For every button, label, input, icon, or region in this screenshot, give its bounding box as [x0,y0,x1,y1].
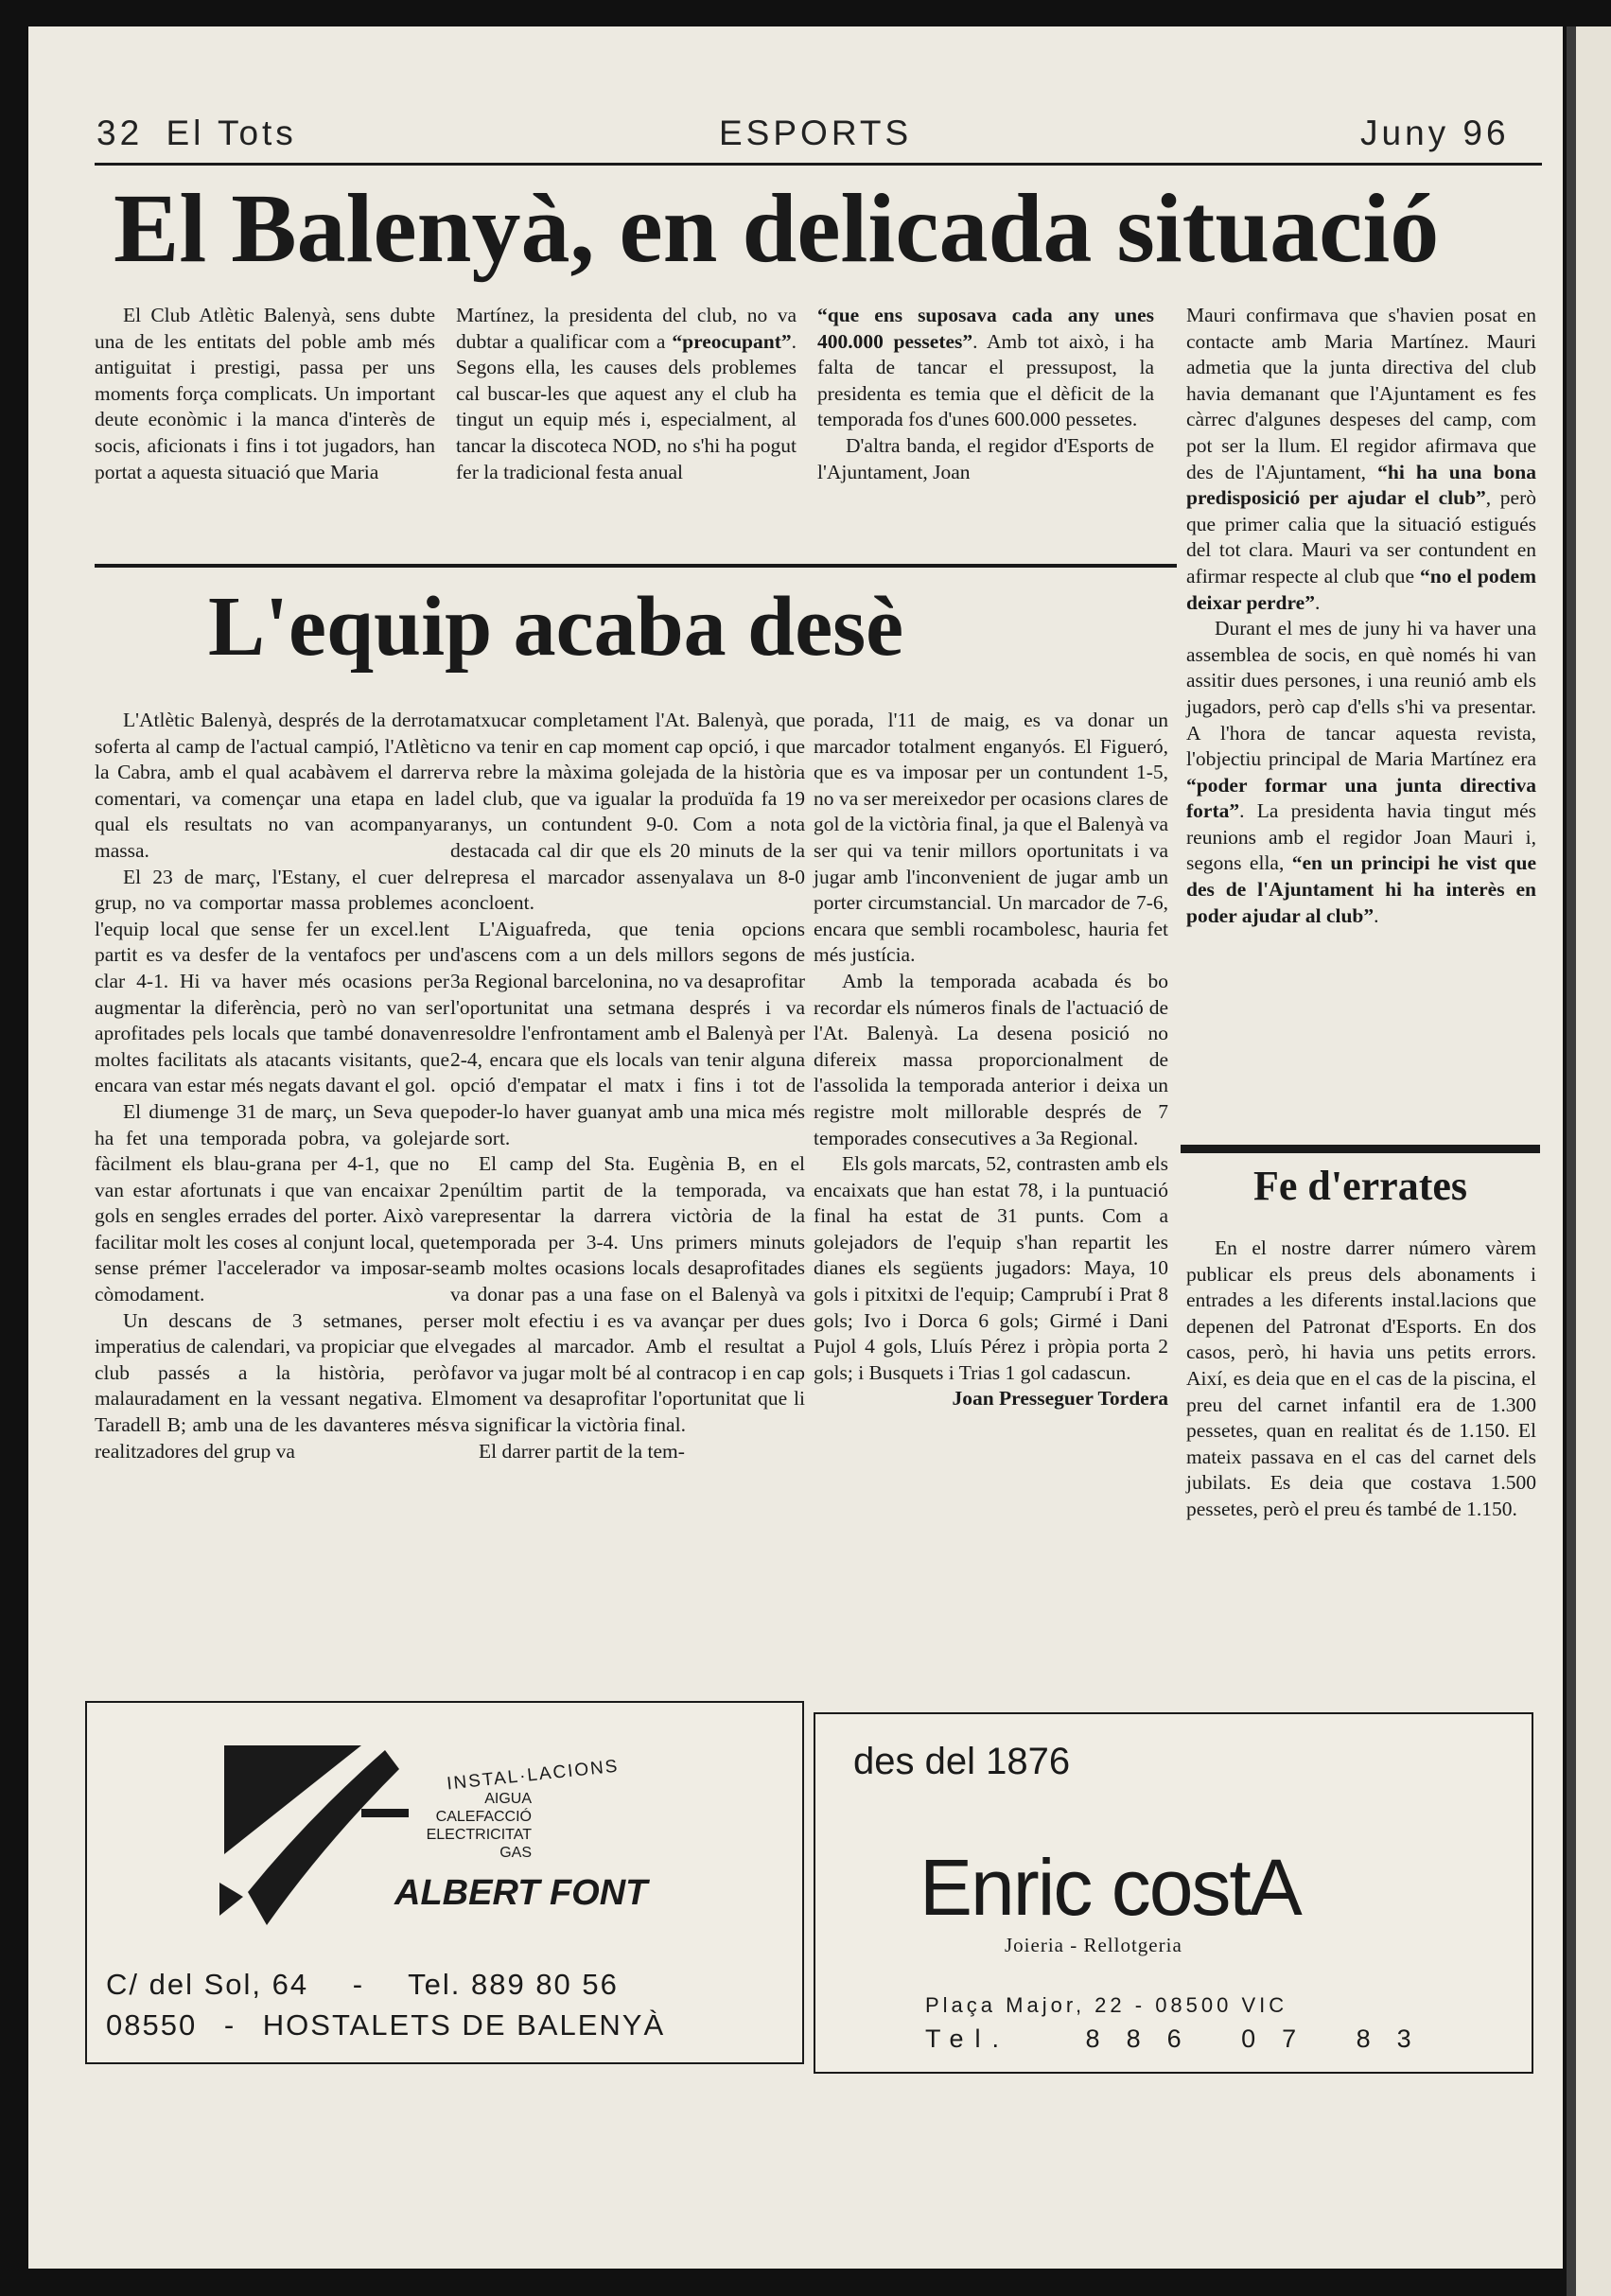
separator: - [223,2008,236,2042]
article1-column-1 [95,303,435,485]
errata-title: Fe d'errates [1253,1163,1467,1209]
ad-subtitle: Joieria - Rellotgeria [1005,1934,1182,1956]
errata-column [1186,1236,1536,1523]
paragraph: Un descans de 3 setmanes, per imperatius de calendari, va propiciar que el club passés a la història, però malauradament en la vessant negativa. El Taradell B; amb una de les davanteres més realitzadores del grup va [95,1308,449,1463]
paragraph: Durant el mes de juny hi va haver una assemblea de socis, en què només hi van assitir dues persones, i una reunió amb els jugadors, però cap d'ells s'hi va presentar. A l'hora de tancar aquesta revista, l'objectiu principal de Maria Martínez era “poder formar una junta directiva forta”. La presidenta havia tingut més reunions amb el regidor Joan Mauri i, segons ella, “en un principi he vist que des de l'Ajuntament hi ha interès en poder ajudar al club”. [1186,617,1537,927]
ad-tagline: INSTAL·LACIONS [446,1756,621,1795]
article-subtitle: L'equip acaba desè [208,580,904,674]
service-item: GAS [499,1845,532,1861]
adjacent-page-edge [1567,26,1611,2296]
paragraph: L'Atlètic Balenyà, després de la derrota soferta al camp de l'actual campió, l'Atlètic la Cabra, amb el qual acabàvem el darrer comentari, va començar una etapa en la qual els resultats no van acompanyar massa. [95,709,449,862]
albert-font-logo-icon [219,1741,409,1935]
ad-brand: Enric costA [919,1843,1301,1932]
quote: “no el podem deixar perdre” [1186,564,1537,614]
article1-column-4 [1186,303,1536,929]
article1-column-2 [456,303,797,485]
article2-top-rule [95,564,1177,568]
article-title: El Balenyà, en delicada situació [114,174,1440,283]
service-item: ELECTRICITAT [426,1827,532,1843]
article1-column-3 [817,303,1154,485]
page-number: 32 [96,114,144,152]
ad-town-line [106,2008,665,2042]
paragraph: porada, l'11 de maig, es va donar un marcador totalment enganyós. El Figueró, que es va imposar per un contundent 1-5, no va ser mereixedor per ocasions clares de gol de la victòria final, ja que el Balenyà va ser qui va tenir millors oportunitats i va jugar amb l'inconvenient de jugar amb un porter circumstancial. Un marcador de 7-6, encara que sembli rocambolesc, hauria fet més justícia. [814,709,1168,967]
paragraph: El camp del Sta. Eugènia B, en el penúltim partit de la temporada, va representar la darrera victòria de la temporada per 3-4. Uns primers minuts amb moltes ocasions locals desaprofitades va donar pas a una fase on el Balenyà va ser molt efectiu i es va avançar per dues vegades al marcador. Amb el resultat a favor va jugar molt bé al contracop i en cap moment va desaprofitar l'oportunitat que li va significar la victòria final. [450,1152,805,1437]
quote: “en un principi he vist que des de l'Ajuntament hi ha interès en poder ajudar al club” [1186,851,1537,927]
paragraph: El Club Atlètic Balenyà, sens dubte una de les entitats del poble amb més antiguitat i prestigi, passa per uns moments força complicats. Un important deute econòmic i la manca d'interès de socis, aficionats i fins i tot jugadors, han portat a aquesta situació que Maria [95,304,435,483]
author-signature: Joan Presseguer Tordera [952,1387,1168,1411]
ad-brand: ALBERT FONT [394,1873,648,1913]
ad-address: Plaça Major, 22 - 08500 VIC [925,1993,1288,2017]
paragraph: Martínez, la presidenta del club, no va dubtar a qualificar com a “preocupant”. Segons ella, les causes dels problemes cal buscar-les que aquest any el club ha tingut un equip més i, especialment, al tancar la discoteca NOD, no s'hi ha pogut fer la tradicional festa anual [456,304,797,483]
article2-column-1 [95,708,449,1464]
ad-postal-code: 08550 [106,2008,198,2042]
quote: “que ens suposava cada any unes 400.000 pessetes” [817,304,1154,353]
service-item: AIGUA [484,1791,532,1807]
paragraph: Amb la temporada acabada és bo recordar els números finals de l'actuació de l'At. Balenyà. La desena posició no difereix massa proporcionalment de l'assolida la temporada anterior i deixa un registre molt millorable després de 7 temporades consecutives a 3a Regional. [814,969,1168,1149]
paragraph: D'altra banda, el regidor d'Esports de l'Ajuntament, Joan [817,433,1154,483]
service-item: CALEFACCIÓ [435,1809,532,1825]
paragraph: matxucar completament l'At. Balenyà, que no va tenir en cap moment cap opció, i que va rebre la màxima golejada de la història del club, que va igualar la produïda fa 19 anys, un contundent 9-0. Com a nota destacada cal dir que els 20 minuts de la represa el marcador assenyalava un 8-0 concloent. [450,709,805,915]
paragraph: Els gols marcats, 52, contrasten amb els encaixats que han estat 78, i la puntuació final ha estat de 31 punts. Com a golejadors de l'equip s'han repartit les dianes els següents jugadors: Maya, 10 gols i pitxitxi de l'equip; Camprubí i Prat 8 gols; Ivo i Dorca 6 gols; Girmé i Dani Pujol 4 gols, Lluís Pérez i pròpia porta 2 gols; i Busquets i Trias 1 gol cadascun. [814,1152,1168,1384]
page-number-and-title [96,114,297,153]
ad-phone: Tel. 889 80 56 [408,1968,619,2001]
issue-date: Juny 96 [1360,114,1510,152]
ad-services-list [399,1790,532,1862]
paragraph: El darrer partit de la tem- [479,1439,685,1463]
paragraph: “que ens suposava cada any unes 400.000 pessetes”. Amb tot això, i ha falta de tancar el pressupost, la presidenta es temia que el dèficit de la temporada fos d'unes 600.000 pessetes. [817,304,1154,431]
article2-column-2 [450,708,805,1464]
paragraph: El 23 de març, l'Estany, el cuer del grup, no va comportar massa problemes a l'equip local que sense fer un excel.lent partit es va desfer de la ventafocs per un clar 4-1. Hi va haver més ocasions per augmentar la diferència, però no van ser aprofitades pels locals que també donaven moltes facilitats als atacants visitants, que encara van estar més negats davant el gol. [95,865,449,1097]
paragraph: Mauri confirmava que s'havien posat en contacte amb Maria Martínez. Mauri admetia que la junta directiva del club havia demanant que l'Ajuntament es fes càrrec d'algunes despeses del camp, com pot ser la llum. El regidor afirmava que des de l'Ajuntament, “hi ha una bona predisposició per ajudar el club”, però que primer calia que la situació estigués del tot clara. Mauri va ser contundent en afirmar respecte al club que “no el podem deixar perdre”. [1186,304,1537,614]
ad-address-line [106,1968,619,2002]
quote: “preocupant” [672,329,792,353]
quote: “hi ha una bona predisposició per ajudar el club” [1186,460,1536,510]
quote: “poder formar una junta directiva forta” [1186,773,1536,823]
separator: - [352,1968,365,2001]
paragraph: El diumenge 31 de març, un Seva que ha fet una temporada pobra, va golejar fàcilment els blau-grana per 4-1, que no van estar afortunats i que van encaixar 2 gols en sengles errades del porter. Això va facilitar molt les coses al conjunt local, que sense prémer l'accelerador va imposar-se còmodament. [95,1099,449,1306]
ad-phone: 886 07 83 [1085,2024,1438,2053]
ad-enric-costa [814,1712,1533,2074]
article2-column-3 [814,708,1168,1412]
ad-phone-line [925,2024,1438,2054]
ad-town: HOSTALETS DE BALENYÀ [262,2008,666,2042]
ad-since: des del 1876 [853,1741,1071,1782]
ad-phone-label: Tel. [925,2024,1011,2053]
header-rule [95,163,1542,166]
publication-name: El Tots [166,114,297,152]
ad-address: C/ del Sol, 64 [106,1968,309,2001]
magazine-page [28,26,1563,2269]
errata-rule [1181,1145,1540,1153]
paragraph: L'Aiguafreda, que tenia opcions d'ascens com a un dels millors segons de 3a Regional barcelonina, no va desaprofitar l'oportunitat una setmana després i va resoldre l'enfrontament amb el Balenyà per 2-4, encara que els locals van tenir alguna opció d'empatar el matx i fins i tot de poder-lo haver guanyat amb una mica més de sort. [450,917,805,1149]
section-name: ESPORTS [719,114,913,152]
paragraph: En el nostre darrer número vàrem publicar els preus dels abonaments i entrades a les diferents instal.lacions que depenen del Patronat d'Esports. En dos casos, però, hi havia uns petits errors. Així, es deia que en el cas de la piscina, el preu del carnet infantil era de 1.300 pessetes, quan en realitat és de 1.150. El mateix passava en el cas del carnet dels jubilats. Es deia que costava 1.500 pessetes, però el preu és també de 1.150. [1186,1236,1536,1520]
ad-albert-font [85,1701,804,2064]
